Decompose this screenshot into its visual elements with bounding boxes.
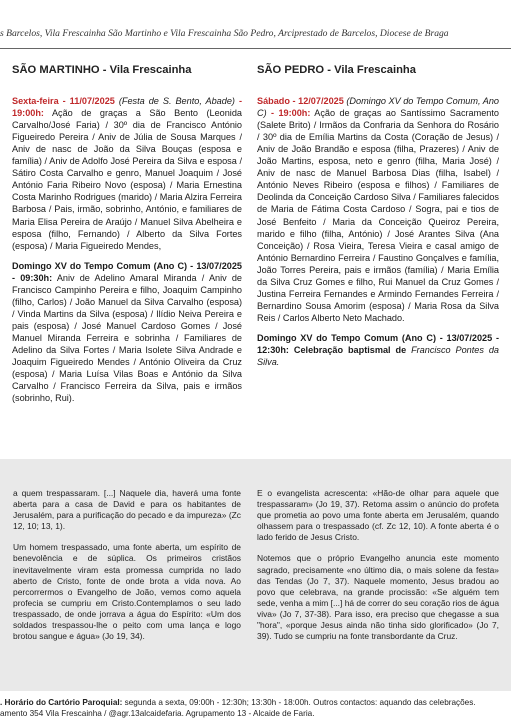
- scouts-line: amento 354 Vila Frescainha / @agr.13alcaidefaria. Agrupamento 13 - Alcaide de Faria.: [0, 709, 315, 718]
- intentions-text: Ação de graças ao Santíssimo Sacramento (Salete Brito) / Irmãos da Confraria da Senhora do Rosário / 30º dia de Emília Martins da Costa (Coração de Jesus) / Aniv de João Brandão e esposa (filha, Prazeres) / Aniv de João Martins, esposa, neto e genro (filha, Maria José) / Aniv de nasc de Manuel Barbosa Dias (filha, Isabel) / António Neves Ribeiro (esposa e filhos) / Familiares de Deolinda da Conceição Cardoso Silva / Familiares falecidos de Maria de Fátima Costa Cardoso / Sogra, pai e tios de José Benfeito / Maria da Conceição Queiroz Pereira, marido e filho (filha, António) / José Arantes Silva (Ana Conceição) / Rosa Vieira, Teresa Vieira e casal amigo de António Bernardino Ferreira / Faustino Gonçalves e família, João Torres Pereira, pais e irmãos (família) / Maria Emília da Silva Cruz Gomes e filho, Rui Manuel da Cruz Gomes / Justina Ferreira Fernandes e Armindo Fernandes Ferreira / Bernardino Sousa Amorim (esposa) / Maria Rosa da Silva Reis / Carlos Alberto Neto Machado.: [257, 108, 499, 323]
- office-hours-text: segunda a sexta, 09:00h - 12:30h; 13:30h - 18:00h. Outros contactos: aquando das celebrações.: [122, 698, 476, 707]
- intentions-text: Aniv de Adelino Amaral Miranda / Aniv de Francisco Campinho Pereira e filho, Joaquim Campinho (filho, Carlos) / João Manuel da Silva Carvalho (esposa) / Vinda Martins da Silva (esposa) / Ilídio Neiva Pereira e pais (esposa) / José Manuel Cardoso Gomes / José Manuel Miranda Ferreira e sobrinha / Familiares de Adelino da Silva Fortes / Maria Isolete Silva Andrade e Joaquim Figueiredo Mendes / António Oliveira da Cruz (esposa) / Maria Luísa Vilas Boas e António da Silva Carvalho / Francisco Ferreira da Silva, pais e irmãos (sobrinho, Rui).: [12, 272, 243, 404]
- header-divider: [0, 48, 511, 49]
- mass-intentions-sunday: [12, 260, 242, 405]
- footer-contacts: [0, 697, 511, 719]
- baptism-label: Celebração baptismal de: [293, 344, 407, 355]
- mass-time: - 19:00h:: [12, 96, 242, 119]
- baptism-celebration: [257, 332, 499, 368]
- feast-name: (Domingo XV do Tempo Comum, Ano C): [257, 96, 499, 119]
- reflection-paragraph: E o evangelista acrescenta: «Hão-de olhar para aquele que trespassaram» (Jo 19, 37). Retoma assim o anúncio do profeta que prometia ao povo uma fonte aberta em Jerusalém, quando olhassem para o trespassado (cf. Zc 12, 10). A fonte aberta é o lado ferido de Jesus Cristo.: [257, 488, 499, 543]
- intentions-text: Ação de graças a São Bento (Leonida Carvalho/José Faria) / 30º dia de Francisco António Figueiredo Pereira / Aniv de Júlia de Sousa Marques / Aniv de nasc de João da Silva Bouças (esposa e família) / Aniv de Adolfo José Pereira da Silva e esposa / Sátiro Costa Carvalho e genro, Manuel Joaquim / José António Faria Ribeiro Novo (esposa) / Maria Ernestina Costa Marinho Rodrigues (marido) / Maria Alzira Ferreira Barbosa / Pais, irmão, sobrinho, António, e familiares de Maria Elisa Pereira de Araújo / Manuel Silva Abelheira e esposa (filho, Fernando) / Alberto da Silva Fortes (esposa) / Maria Figueiredo Mendes,: [12, 108, 242, 251]
- office-hours-label: . Horário do Cartório Paroquial:: [0, 698, 123, 707]
- baptism-name: Francisco Pontes da Silva.: [257, 344, 499, 368]
- mass-day: Domingo XV do Tempo Comum (Ano C) - 13/07/2025 - 09:30h:: [12, 260, 242, 283]
- sao-martinho-title: SÃO MARTINHO - Vila Frescainha: [12, 64, 192, 76]
- feast-name: (Festa de S. Bento, Abade): [118, 96, 235, 107]
- sao-pedro-title: SÃO PEDRO - Vila Frescainha: [257, 64, 416, 76]
- diocese-header: s Barcelos, Vila Frescainha São Martinho e Vila Frescainha São Pedro, Arciprestado de Barcelos, Diocese de Braga: [0, 28, 449, 39]
- mass-intentions-friday: [12, 95, 242, 252]
- reflection-paragraph: Um homem trespassado, uma fonte aberta, um espírito de benevolência e de súplica. Os primeiros cristãos inevitavelmente viram esta promessa cumprida no lado aberto de Cristo, fonte de onde brota a vida nova. Ao percorrermos o Evangelho de João, vemos como aquela profecia se cumpriu em Cristo.Contemplamos o seu lado trespassado, de onde jorrava a água do Espírito: «Um dos soldados trespassou-lhe o peito com uma lança e logo brotou sangue e água» (Jo 19, 34).: [13, 542, 241, 642]
- reflection-right-column: [257, 488, 499, 652]
- mass-time: - 19:00h:: [271, 108, 311, 119]
- reflection-paragraph: Notemos que o próprio Evangelho anuncia este momento sagrado, precisamente «no último dia, o mais solene da festa» das Tendas (Jo 7, 37). Naquele momento, Jesus bradou ao povo que celebrava, na grande procissão: «Se alguém tem sede, venha a mim [...] há de correr do seu coração rios de água viva» (Jo 7, 37-38). Para isso, era preciso que chegasse a sua "hora", «porque Jesus ainda não tinha sido glorificado» (Jo 7, 39). Tudo se cumpriu na fonte transbordante da Cruz.: [257, 553, 500, 642]
- mass-day: Domingo XV do Tempo Comum (Ano C) - 13/07/2025 - 12:30h:: [257, 332, 499, 355]
- reflection-paragraph: a quem trespassaram. [...] Naquele dia, haverá uma fonte aberta para a casa de David e para os habitantes de Jerusalém, para a purificação do pecado e da impureza» (Zc 12, 10; 13, 1).: [13, 488, 241, 532]
- reflection-left-column: [13, 488, 241, 652]
- sao-pedro-column: [257, 64, 499, 376]
- office-hours: [0, 697, 511, 708]
- sao-martinho-column: [12, 64, 242, 412]
- mass-day: Sexta-feira - 11/07/2025: [12, 96, 115, 107]
- mass-day: Sábado - 12/07/2025: [257, 96, 344, 107]
- mass-intentions-saturday: [257, 95, 499, 324]
